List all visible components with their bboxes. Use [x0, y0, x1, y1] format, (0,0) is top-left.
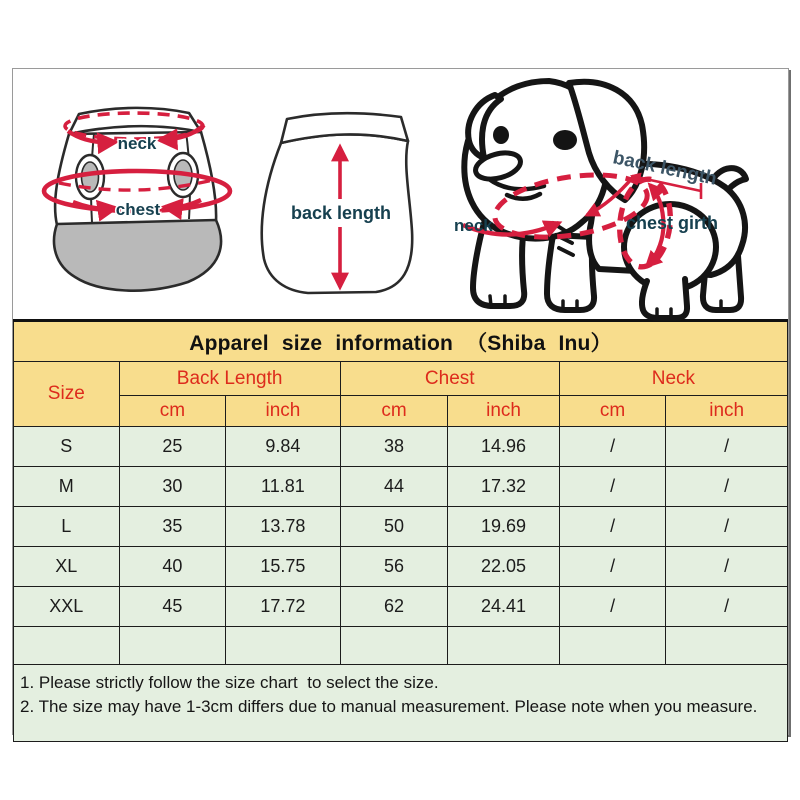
empty-cell: [666, 627, 788, 665]
value-cell: 45: [119, 587, 226, 627]
value-cell: 17.32: [448, 467, 560, 507]
unit-header: inch: [666, 396, 788, 427]
value-cell: /: [666, 587, 788, 627]
value-cell: 25: [119, 427, 226, 467]
size-cell: M: [14, 467, 120, 507]
value-cell: /: [666, 467, 788, 507]
chest-header: Chest: [340, 362, 559, 396]
back-length-header: Back Length: [119, 362, 340, 396]
value-cell: /: [559, 467, 666, 507]
unit-header: cm: [559, 396, 666, 427]
size-info-panel: [12, 68, 789, 735]
value-cell: 38: [340, 427, 448, 467]
dog-neck-label: neck: [454, 216, 493, 235]
garment-front-hem: [54, 220, 221, 291]
empty-cell: [226, 627, 341, 665]
value-cell: 14.96: [448, 427, 560, 467]
size-cell: S: [14, 427, 120, 467]
value-cell: /: [559, 587, 666, 627]
size-column-header: Size: [14, 362, 120, 427]
note-2: 2. The size may have 1-3cm differs due to manual measurement. Please note when you measure.: [20, 697, 758, 717]
value-cell: /: [666, 427, 788, 467]
size-cell: XXL: [14, 587, 120, 627]
empty-cell: [119, 627, 226, 665]
back-length-label: back length: [290, 203, 392, 223]
note-1: 1. Please strictly follow the size chart to select the size.: [20, 673, 439, 692]
empty-row: [14, 627, 788, 665]
size-cell: L: [14, 507, 120, 547]
value-cell: 44: [340, 467, 448, 507]
size-row-S: [14, 427, 788, 467]
dog-chest-girth-label: chest girth: [626, 213, 719, 233]
group-header-row: [14, 362, 788, 396]
value-cell: 50: [340, 507, 448, 547]
garment-front-illustration: [41, 103, 253, 313]
table-title: Apparel size information （Shiba Inu）: [14, 321, 788, 362]
neck-label: neck: [117, 134, 157, 153]
size-cell: XL: [14, 547, 120, 587]
unit-header: inch: [226, 396, 341, 427]
value-cell: 35: [119, 507, 226, 547]
neck-header: Neck: [559, 362, 787, 396]
empty-cell: [14, 627, 120, 665]
value-cell: 9.84: [226, 427, 341, 467]
dog-outline: [464, 81, 746, 318]
unit-header: inch: [448, 396, 560, 427]
value-cell: 19.69: [448, 507, 560, 547]
value-cell: 30: [119, 467, 226, 507]
empty-cell: [340, 627, 448, 665]
value-cell: 40: [119, 547, 226, 587]
value-cell: 11.81: [226, 467, 341, 507]
value-cell: 17.72: [226, 587, 341, 627]
size-row-M: [14, 467, 788, 507]
empty-cell: [448, 627, 560, 665]
value-cell: /: [666, 507, 788, 547]
value-cell: 15.75: [226, 547, 341, 587]
notes-row: [14, 665, 788, 742]
value-cell: /: [666, 547, 788, 587]
chest-label: chest: [115, 200, 161, 219]
size-chart-table: [13, 319, 788, 742]
notes-cell: [14, 665, 788, 742]
unit-header-row: [14, 396, 788, 427]
size-rows: [14, 427, 788, 627]
value-cell: 62: [340, 587, 448, 627]
value-cell: /: [559, 547, 666, 587]
value-cell: 56: [340, 547, 448, 587]
measurement-illustrations: [13, 69, 788, 319]
value-cell: 13.78: [226, 507, 341, 547]
value-cell: 22.05: [448, 547, 560, 587]
size-row-L: [14, 507, 788, 547]
empty-cell: [559, 627, 666, 665]
value-cell: /: [559, 427, 666, 467]
size-row-XL: [14, 547, 788, 587]
value-cell: 24.41: [448, 587, 560, 627]
table-title-row: [14, 321, 788, 362]
size-row-XXL: [14, 587, 788, 627]
unit-header: cm: [340, 396, 448, 427]
garment-back-illustration: [256, 111, 426, 297]
value-cell: /: [559, 507, 666, 547]
unit-header: cm: [119, 396, 226, 427]
dog-illustration: [449, 73, 800, 321]
dog-back-length-label: back length: [610, 147, 719, 190]
